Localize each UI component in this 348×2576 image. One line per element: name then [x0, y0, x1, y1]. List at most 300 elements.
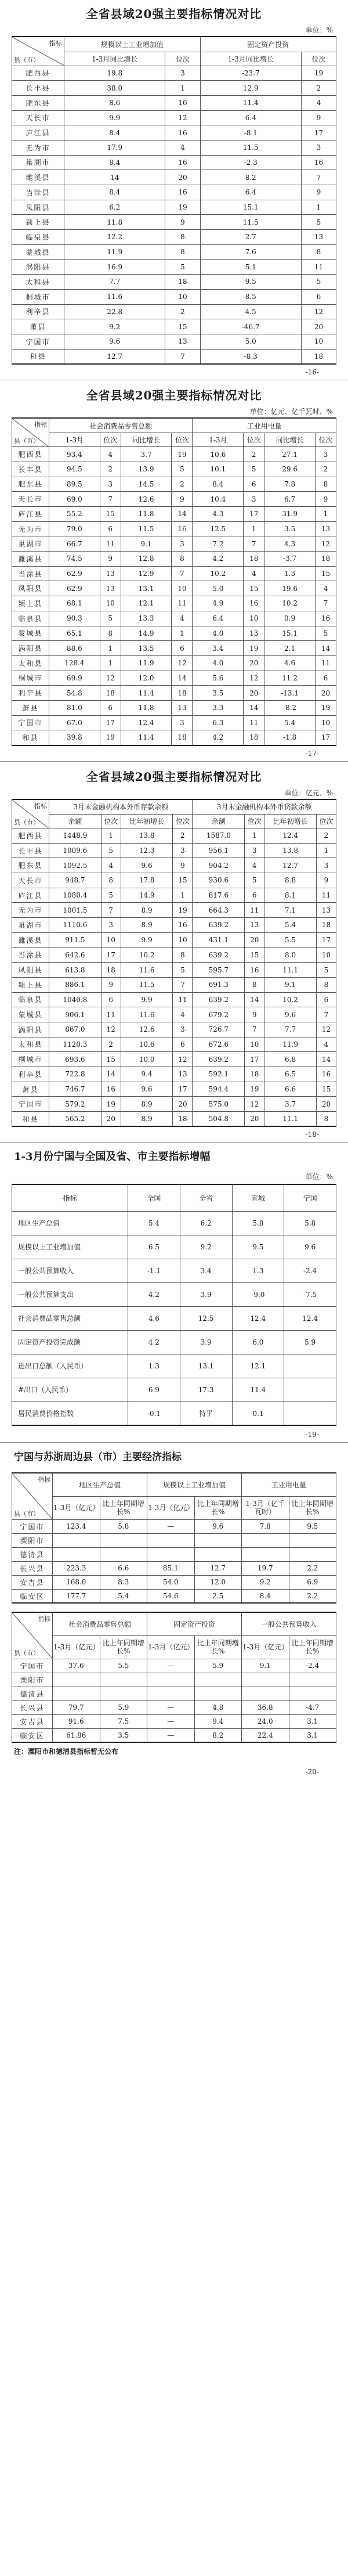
table-row	[12, 858, 336, 873]
county-name-cell: 溧阳市	[12, 1673, 53, 1687]
sub-header: 比上年同期增长%	[289, 1496, 336, 1519]
value-cell: 16	[315, 611, 336, 626]
value-cell: 11.4	[232, 1378, 284, 1402]
value-cell: 4	[301, 95, 336, 110]
value-cell: 5.8	[100, 1519, 147, 1533]
value-cell: 12.2	[64, 230, 165, 245]
value-cell: 9.2	[64, 319, 165, 334]
value-cell: 11.4	[200, 95, 301, 110]
value-cell: 14	[245, 992, 264, 1007]
value-cell: 1	[173, 888, 193, 903]
value-cell: 91.6	[53, 1714, 100, 1728]
value-cell: 726.7	[193, 1022, 245, 1037]
table-row	[12, 66, 336, 81]
value-cell: 4	[315, 581, 336, 596]
value-cell: 8.9	[121, 1112, 173, 1127]
section-16-table	[12, 36, 336, 365]
value-cell: 17	[315, 730, 336, 745]
county-name-cell: 临泉县	[12, 992, 49, 1007]
table-row	[12, 125, 336, 140]
value-cell: 22.8	[64, 304, 165, 319]
page-number: -18-	[305, 1130, 319, 1139]
table-row	[12, 1082, 336, 1097]
value-cell: 20	[165, 170, 200, 185]
sub-header: 1-3月同比增长	[64, 52, 165, 66]
value-cell: 14	[172, 671, 193, 686]
page-number: -19-	[305, 1431, 319, 1439]
value-cell: 12	[245, 1097, 264, 1112]
county-name-cell: 肥东县	[12, 95, 64, 110]
value-cell: 5	[101, 888, 121, 903]
value-cell: 1092.5	[49, 858, 102, 873]
value-cell: 8	[173, 947, 193, 963]
value-cell: 7	[165, 349, 200, 364]
value-cell: 6	[100, 521, 121, 536]
table-row	[12, 507, 336, 522]
value-cell: 5	[101, 843, 121, 858]
value-cell: 7.8	[242, 1519, 289, 1533]
sub-header: 比上年同期增长%	[194, 1496, 242, 1519]
value-cell: 9.6	[121, 858, 173, 873]
county-name-cell: 萧县	[12, 1082, 49, 1097]
value-cell: 5	[245, 873, 264, 888]
value-cell: 9	[100, 552, 121, 567]
section-19-title: 1-3月份宁国与全国及省、市主要指标增幅	[14, 1151, 211, 1163]
value-cell: 9.6	[64, 334, 165, 349]
value-cell: 5.9	[100, 1700, 147, 1714]
value-cell: 6.9	[128, 1378, 180, 1402]
value-cell: 12.4	[284, 1306, 336, 1330]
value-cell: 93.4	[49, 447, 100, 462]
value-cell: 11.6	[64, 289, 165, 304]
value-cell: 5	[165, 260, 200, 275]
value-cell	[284, 1378, 336, 1402]
value-cell: 431.1	[193, 932, 245, 947]
value-cell: 29.6	[264, 462, 316, 477]
value-cell: 906.1	[49, 1007, 102, 1022]
county-name-cell: 巢湖市	[12, 155, 64, 170]
table-row	[12, 626, 336, 641]
sub-header: 位次	[173, 815, 193, 828]
value-cell: 15	[100, 507, 121, 522]
value-cell: 5.4	[264, 918, 317, 933]
value-cell	[284, 1402, 336, 1425]
value-cell: 128.4	[49, 655, 100, 671]
county-name-cell: 当涂县	[12, 185, 64, 200]
value-cell: 11.5	[121, 521, 172, 536]
value-cell: 94.5	[49, 462, 100, 477]
value-cell: 79.7	[53, 1700, 100, 1714]
value-cell: 69.9	[49, 671, 100, 686]
value-cell: 9.9	[121, 992, 173, 1007]
county-name-cell: 无为市	[12, 521, 49, 536]
value-cell: 8.4	[64, 155, 165, 170]
value-cell: 66.7	[49, 536, 100, 552]
sub-header: 位次	[101, 815, 121, 828]
value-cell: 5.4	[264, 715, 316, 730]
indicator-cell: 居民消费价格指数	[12, 1402, 128, 1425]
value-cell: 11.4	[121, 686, 172, 701]
value-cell: 2.5	[194, 1589, 242, 1603]
value-cell: 11.9	[121, 655, 172, 671]
value-cell: 7	[173, 977, 193, 992]
table-row	[12, 155, 336, 170]
table-row	[12, 873, 336, 888]
value-cell: 1	[315, 507, 336, 522]
value-cell: 5.9	[284, 1330, 336, 1354]
value-cell: 7	[100, 492, 121, 507]
value-cell: -1.1	[128, 1259, 180, 1282]
table-row	[12, 260, 336, 275]
value-cell: 8.4	[193, 477, 244, 492]
county-name-cell: 肥西县	[12, 447, 49, 462]
county-name-cell: 蒙城县	[12, 1007, 49, 1022]
value-cell: 13.3	[121, 611, 172, 626]
value-cell: 54.8	[49, 686, 100, 701]
value-cell: 11	[172, 596, 193, 611]
value-cell: 11.9	[264, 1037, 317, 1052]
value-cell: 2	[100, 462, 121, 477]
value-cell: 6.5	[128, 1235, 180, 1259]
value-cell: 10	[301, 334, 336, 349]
value-cell: 1080.4	[49, 888, 102, 903]
sub-header: 同比增长	[264, 433, 316, 447]
value-cell: 930.6	[193, 873, 245, 888]
value-cell: 1	[244, 521, 264, 536]
value-cell: 3.1	[289, 1714, 336, 1728]
value-cell: 11	[100, 536, 121, 552]
value-cell: 639.2	[193, 992, 245, 1007]
value-cell: 12.1	[121, 596, 172, 611]
table-row	[12, 492, 336, 507]
value-cell: 13	[301, 230, 336, 245]
table-row	[12, 1402, 336, 1425]
value-cell: -2.4	[284, 1259, 336, 1282]
table-row	[12, 843, 336, 858]
table-row	[12, 319, 336, 334]
table-row	[12, 1728, 336, 1742]
county-name-cell: 安吉县	[12, 1714, 53, 1728]
group-header: 固定资产投资	[200, 37, 336, 52]
value-cell: 8.5	[200, 289, 301, 304]
page-number: -20-	[305, 1768, 319, 1777]
county-name-cell: 濉溪县	[12, 932, 49, 947]
value-cell: 6	[245, 888, 264, 903]
value-cell: 3	[316, 858, 336, 873]
value-cell: 7	[315, 596, 336, 611]
value-cell: 14	[244, 700, 264, 715]
table-row	[12, 715, 336, 730]
indicator-cell: 一般公共预算收入	[12, 1259, 128, 1282]
value-cell: 6	[244, 477, 264, 492]
value-cell: 11	[101, 1007, 121, 1022]
table-row	[12, 1687, 336, 1700]
value-cell: 6.4	[200, 185, 301, 200]
county-name-cell: 利辛县	[12, 304, 64, 319]
value-cell: 639.2	[193, 918, 245, 933]
value-cell: 11.4	[121, 730, 172, 745]
value-cell: 11.6	[121, 963, 173, 978]
value-cell: 7.8	[264, 477, 316, 492]
value-cell: 13.1	[121, 581, 172, 596]
corner-cell: 指标 县（市）	[12, 799, 49, 828]
value-cell: 16	[173, 918, 193, 933]
value-cell: -1.8	[264, 730, 316, 745]
value-cell: 5.5	[264, 932, 317, 947]
value-cell: 5.8	[232, 1211, 284, 1235]
value-cell: 664.3	[193, 903, 245, 918]
value-cell: 5	[301, 215, 336, 230]
sub-header: 比上年同期增长%	[100, 1635, 147, 1659]
county-name-cell: 天长市	[12, 110, 64, 125]
sub-header: 1-3月	[49, 433, 100, 447]
value-cell: —	[147, 1700, 195, 1714]
value-cell: 3.4	[180, 1259, 232, 1282]
value-cell: 27.1	[264, 447, 316, 462]
value-cell: 168.0	[53, 1575, 100, 1589]
value-cell: 69.0	[49, 492, 100, 507]
value-cell: 10.2	[264, 596, 316, 611]
value-cell: 8.4	[242, 1589, 289, 1603]
value-cell: 6.2	[64, 200, 165, 215]
table-row	[12, 1037, 336, 1052]
value-cell: 19	[244, 641, 264, 656]
value-cell: 19.6	[264, 581, 316, 596]
value-cell: 8.4	[64, 125, 165, 140]
value-cell: 13	[316, 903, 336, 918]
section-20-title: 宁国与苏浙周边县（市）主要经济指标	[14, 1451, 182, 1464]
section-17-unit: 单位：亿元、亿千瓦时、%	[249, 407, 333, 416]
table-row	[12, 566, 336, 581]
value-cell: 1448.9	[49, 828, 102, 844]
value-cell: 12.8	[121, 552, 172, 567]
value-cell	[194, 1547, 242, 1561]
value-cell: 7.2	[193, 536, 244, 552]
value-cell: 16	[165, 125, 200, 140]
table-row	[12, 1354, 336, 1378]
value-cell: 15	[244, 581, 264, 596]
value-cell: 8.3	[100, 1575, 147, 1589]
value-cell: 20	[301, 319, 336, 334]
value-cell: 4	[316, 1037, 336, 1052]
value-cell: 19	[100, 730, 121, 745]
county-name-cell: 庐江县	[12, 507, 49, 522]
sub-header: 1-3月同比增长	[200, 52, 301, 66]
county-name-cell: 巢湖市	[12, 918, 49, 933]
value-cell: 12.1	[232, 1354, 284, 1378]
value-cell: 7.7	[264, 1022, 317, 1037]
value-cell: -7.5	[284, 1282, 336, 1306]
group-header: 固定资产投资	[147, 1612, 242, 1635]
value-cell: 11.2	[264, 671, 316, 686]
county-name-cell: 凤阳县	[12, 200, 64, 215]
value-cell: 12.0	[194, 1575, 242, 1589]
value-cell: 22.4	[242, 1728, 289, 1742]
county-name-cell: 桐城市	[12, 1052, 49, 1067]
value-cell: 8.2	[194, 1728, 242, 1742]
indicator-cell: 地区生产总值	[12, 1211, 128, 1235]
value-cell: 20	[315, 686, 336, 701]
value-cell	[242, 1687, 289, 1700]
group-header: 社会消费品零售总额	[53, 1612, 147, 1635]
county-name-cell: 长丰县	[12, 462, 49, 477]
value-cell: 62.9	[49, 566, 100, 581]
value-cell: -8.3	[200, 349, 301, 364]
value-cell: 6	[315, 671, 336, 686]
value-cell: 886.1	[49, 977, 102, 992]
value-cell: 1040.8	[49, 992, 102, 1007]
value-cell: 5	[100, 611, 121, 626]
value-cell: 68.1	[49, 596, 100, 611]
table-row	[12, 304, 336, 319]
value-cell: 948.7	[49, 873, 102, 888]
value-cell: 13	[315, 521, 336, 536]
value-cell: 9.9	[64, 110, 165, 125]
value-cell: 16	[245, 963, 264, 978]
value-cell: 31.9	[264, 507, 316, 522]
value-cell	[194, 1673, 242, 1687]
value-cell: 4.5	[200, 304, 301, 319]
value-cell: 12.4	[264, 828, 317, 844]
county-name-cell: 肥西县	[12, 66, 64, 81]
value-cell: 2	[316, 828, 336, 844]
value-cell: 8	[315, 477, 336, 492]
value-cell: 9.2	[242, 1575, 289, 1589]
value-cell: 3	[315, 447, 336, 462]
value-cell: 2	[315, 462, 336, 477]
value-cell: 3.7	[264, 1097, 317, 1112]
value-cell: 6	[101, 992, 121, 1007]
value-cell: 10.6	[121, 1037, 173, 1052]
value-cell: 8.8	[264, 873, 317, 888]
value-cell: 6	[173, 1037, 193, 1052]
value-cell: 10	[101, 932, 121, 947]
table-row	[12, 730, 336, 745]
county-name-cell: 天长市	[12, 492, 49, 507]
value-cell: 672.6	[193, 1037, 245, 1052]
value-cell: 20	[245, 932, 264, 947]
county-name-cell: 长丰县	[12, 843, 49, 858]
sub-header: 1-3月（亿元）	[53, 1635, 100, 1659]
sub-header: 余额	[49, 815, 102, 828]
table-row	[12, 1112, 336, 1127]
indicator-cell: #出口（人民币）	[12, 1378, 128, 1402]
value-cell: 74.5	[49, 552, 100, 567]
value-cell: 5.5	[100, 1659, 147, 1673]
county-name-cell: 临泉县	[12, 230, 64, 245]
table-row	[12, 992, 336, 1007]
value-cell: 11.1	[264, 963, 317, 978]
value-cell: 1120.3	[49, 1037, 102, 1052]
value-cell: 19	[172, 447, 193, 462]
value-cell: 4.6	[264, 655, 316, 671]
county-name-cell: 颍上县	[12, 977, 49, 992]
table-row	[12, 349, 336, 364]
table-row	[12, 1519, 336, 1533]
value-cell: 579.2	[49, 1097, 102, 1112]
value-cell: 2	[165, 304, 200, 319]
value-cell: -23.7	[200, 66, 301, 81]
value-cell: 11	[245, 903, 264, 918]
value-cell: 4	[100, 447, 121, 462]
table-row	[12, 700, 336, 715]
value-cell: 10	[165, 289, 200, 304]
table-row	[12, 1007, 336, 1022]
county-name-cell: 肥西县	[12, 828, 49, 844]
county-name-cell: 庐江县	[12, 888, 49, 903]
table-row	[12, 671, 336, 686]
value-cell: 8.9	[121, 918, 173, 933]
value-cell: 4.2	[193, 552, 244, 567]
county-name-cell: 利辛县	[12, 1067, 49, 1082]
value-cell: 9.6	[194, 1519, 242, 1533]
value-cell: 12	[301, 304, 336, 319]
value-cell: 18	[315, 552, 336, 567]
value-cell: 12.9	[200, 81, 301, 96]
value-cell: 594.4	[193, 1082, 245, 1097]
value-cell: 79.0	[49, 521, 100, 536]
value-cell: 9.1	[121, 536, 172, 552]
value-cell: 17	[301, 125, 336, 140]
value-cell: 13.9	[121, 462, 172, 477]
group-header: 社会消费品零售总额	[49, 418, 193, 433]
value-cell: 2.7	[200, 230, 301, 245]
sub-header: 比上年同期增长%	[194, 1635, 242, 1659]
value-cell	[147, 1687, 195, 1700]
value-cell: 13	[245, 918, 264, 933]
value-cell: 17	[316, 932, 336, 947]
value-cell: 7.7	[64, 275, 165, 290]
column-header: 全省	[180, 1184, 232, 1211]
value-cell: 15	[315, 566, 336, 581]
county-name-cell: 无为市	[12, 140, 64, 155]
value-cell: 18	[301, 349, 336, 364]
value-cell: 13.5	[121, 641, 172, 656]
value-cell: 11	[316, 888, 336, 903]
value-cell: 14.9	[121, 888, 173, 903]
value-cell	[147, 1533, 195, 1547]
table-row	[12, 215, 336, 230]
value-cell: 持平	[180, 1402, 232, 1425]
county-name-cell: 临泉县	[12, 611, 49, 626]
sub-header: 1-3月（亿元）	[147, 1635, 195, 1659]
value-cell: 9	[165, 215, 200, 230]
value-cell: 6	[316, 992, 336, 1007]
value-cell: 6.0	[232, 1330, 284, 1354]
value-cell: 4.0	[193, 626, 244, 641]
value-cell: 9.5	[232, 1235, 284, 1259]
county-name-cell: 涡阳县	[12, 1022, 49, 1037]
table-row	[12, 1052, 336, 1067]
group-header: 一般公共预算收入	[242, 1612, 336, 1635]
table-row	[12, 110, 336, 125]
value-cell: 7	[244, 536, 264, 552]
value-cell: 12.9	[121, 566, 172, 581]
value-cell: 5	[301, 275, 336, 290]
value-cell: 9.4	[194, 1714, 242, 1728]
value-cell: 3	[173, 843, 193, 858]
value-cell: 2	[172, 477, 193, 492]
value-cell	[53, 1547, 100, 1561]
county-name-cell: 临安区	[12, 1728, 53, 1742]
value-cell: 20	[316, 1097, 336, 1112]
value-cell: 4.9	[193, 596, 244, 611]
sub-header: 同比增长	[121, 433, 172, 447]
value-cell: 12.6	[121, 492, 172, 507]
table-row	[12, 1589, 336, 1603]
value-cell: 5	[172, 462, 193, 477]
value-cell: 2	[173, 828, 193, 844]
